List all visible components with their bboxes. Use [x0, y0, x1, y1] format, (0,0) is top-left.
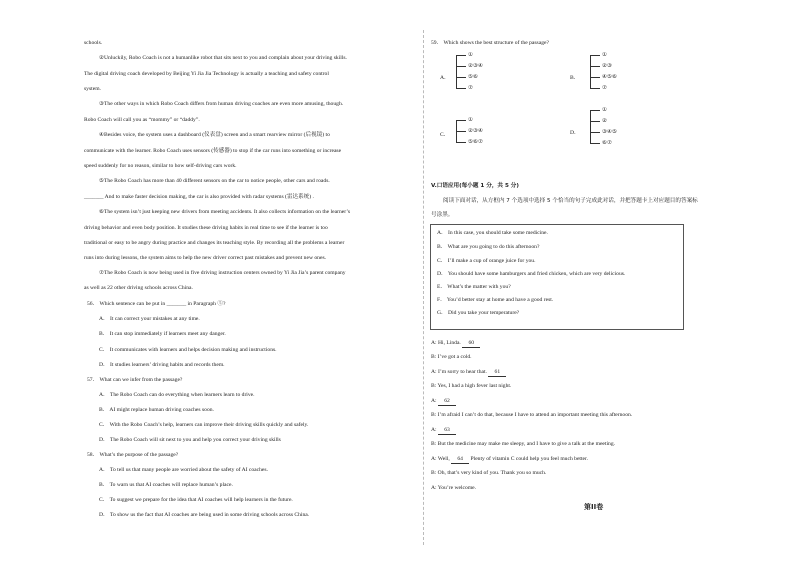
- passage-line: driving behavior and even body position. It studies these driving habits in real time to see if the learner is too: [84, 225, 328, 231]
- passage-line: ⑥The system isn’t just keeping new drivers from meeting accidents. It also collects information on the learner’s: [99, 209, 351, 215]
- passage-line: system.: [84, 86, 101, 92]
- part-two-title: 第II卷: [584, 503, 604, 511]
- structure-item: ①: [602, 52, 608, 58]
- passage-line: communicate with the learner. Robo Coach uses sensors (传感器) to stop if the car runs into something or increase: [84, 148, 342, 154]
- dialog-text: A:: [431, 427, 438, 433]
- structure-item: ①: [468, 52, 474, 58]
- structure-item: ②: [602, 118, 608, 124]
- structure-item: ②③: [602, 63, 613, 69]
- dialog-text: A:: [431, 398, 438, 404]
- structure-item: ⑥⑦: [602, 140, 613, 146]
- question-56-stem: 56． Which sentence can be put in _______ in Paragraph ⑤?: [87, 301, 226, 307]
- section-instructions: 阅读下面对话，从方框内 7 个选项中选择 5 个恰当的句子完成此对话，并把答题卡上对应题目的答案标: [443, 198, 698, 204]
- box-option-a: A． In this case, you should take some medicine.: [437, 230, 548, 236]
- question-57-stem: 57． What can we infer from the passage?: [87, 377, 183, 383]
- structure-item: ⑦: [468, 85, 474, 91]
- structure-item: ④⑤⑥: [602, 74, 618, 80]
- passage-line: traditional or easy to be angry during practice and changes its teaching style. By recording all the problems a learner: [84, 240, 345, 246]
- structure-item: ③④⑤: [602, 129, 618, 135]
- answer-blank[interactable]: 62: [438, 398, 456, 406]
- dialog-line: [431, 340, 480, 348]
- q58-option-d[interactable]: D． To show us the fact that AI coaches are being used in some driving schools across China.: [99, 512, 310, 518]
- q56-option-d[interactable]: D． It studies learners’ driving habits and records them.: [99, 362, 225, 368]
- box-option-f: F． You’d better stay at home and have a good rest.: [437, 297, 554, 303]
- dialog-line: [431, 369, 506, 377]
- option-letter: D．: [570, 130, 580, 136]
- structure-item: ⑤⑥: [468, 74, 479, 80]
- passage-line: _______ And to make faster decision making, the car is also provided with radar systems (雷达系统) .: [84, 194, 314, 200]
- dialog-text: B: I’ve got a cold.: [431, 354, 472, 360]
- structure-item: ①: [602, 107, 608, 113]
- passage-line: The digital driving coach developed by Beijing Yi Jia Jia Technology is actually a teaching and safety control: [84, 71, 329, 77]
- q58-option-b[interactable]: B． To warn us that AI coaches will replace human’s place.: [99, 482, 233, 488]
- section-instructions: 号涂黑。: [431, 212, 454, 218]
- passage-line: schools.: [84, 40, 103, 46]
- answer-blank[interactable]: 63: [438, 427, 456, 435]
- passage-line: runs into during lessons, the system aims to help the new driver correct past mistakes and prevent new ones.: [84, 255, 327, 261]
- passage-line: ③The other ways in which Robo Coach differs from human driving coaches are even more amusing, though.: [99, 101, 344, 107]
- structure-item: ⑦: [602, 85, 608, 91]
- structure-item: ①: [468, 117, 474, 123]
- dialog-text: Plenty of vitamin C could help you feel much better.: [469, 456, 588, 462]
- passage-line: Robo Coach will call you as “mommy” or “daddy”.: [84, 117, 200, 123]
- q58-option-c[interactable]: C． To suggest we prepare for the idea that AI coaches will help learners in the future.: [99, 497, 293, 503]
- option-letter: A．: [440, 75, 450, 81]
- dialog-text: A: You’re welcome.: [431, 485, 477, 491]
- box-option-c: C． I’ll make a cup of orange juice for you.: [437, 258, 536, 264]
- dialog-text: B: But the medicine may make me sleepy, and I have to give a talk at the meeting.: [431, 441, 616, 447]
- dialog-line: [431, 485, 476, 492]
- dialog-text: B: Yes, I had a high fever last night.: [431, 383, 512, 389]
- q57-option-a[interactable]: A． The Robo Coach can do everything when learners learn to drive.: [99, 392, 255, 398]
- question-59-stem: 59． Which shows the best structure of the passage?: [431, 40, 549, 46]
- passage-line: as well as 22 other driving schools across China.: [84, 285, 193, 291]
- dialog-line: [431, 383, 511, 390]
- dialog-text: A: I’m sorry to hear that.: [431, 369, 489, 375]
- question-58-stem: 58． What’s the purpose of the passage?: [87, 452, 179, 458]
- dialog-line: [431, 412, 632, 419]
- passage-line: speed suddenly for no reason, similar to how self-driving cars work.: [84, 163, 237, 169]
- q57-option-b[interactable]: B． AI might replace human driving coaches soon.: [99, 407, 214, 413]
- dialog-line: [431, 427, 456, 435]
- answer-blank[interactable]: 60: [462, 340, 480, 348]
- box-option-e: E． What’s the matter with you?: [437, 284, 511, 290]
- dialog-text: A: Hi, Linda.: [431, 340, 463, 346]
- q56-option-a[interactable]: A． It can correct your mistakes at any time.: [99, 316, 200, 322]
- structure-item: ②③④: [468, 128, 484, 134]
- option-letter: C．: [440, 132, 450, 138]
- passage-line: ④Besides voice, the system uses a dashboard (仪表盘) screen and a smart rearview mirror (后视镜) to: [99, 132, 330, 138]
- structure-item: ⑤⑥⑦: [468, 139, 484, 145]
- box-option-b: B． What are you going to do this afternoon?: [437, 244, 540, 250]
- dialog-line: [431, 398, 456, 406]
- answer-blank[interactable]: 64: [451, 456, 469, 464]
- dialog-text: A: Well,: [431, 456, 452, 462]
- column-divider: [423, 30, 424, 545]
- passage-line: ⑦The Robo Coach is now being used in five driving instruction centers owned by Yi Jia Jia’s parent company: [99, 270, 346, 276]
- q57-option-c[interactable]: C． With the Robo Coach’s help, learners can improve their driving skills quickly and safely.: [99, 422, 309, 428]
- answer-blank[interactable]: 61: [488, 369, 506, 377]
- dialog-line: [431, 456, 588, 464]
- section-title: V.口语应用(每小题 1 分，共 5 分): [431, 183, 519, 189]
- dialog-text: B: I’m afraid I can’t do that, because I have to attend an important meeting this afternoon.: [431, 412, 633, 418]
- q56-option-c[interactable]: C． It communicates with learners and helps decision making and instructions.: [99, 347, 277, 353]
- q57-option-d[interactable]: D． The Robo Coach will sit next to you and help you correct your driving skills: [99, 437, 281, 443]
- option-letter: B．: [570, 75, 580, 81]
- passage-line: ⑤The Robo Coach has more than 40 different sensors on the car to notice people, other cars and roads.: [99, 178, 330, 184]
- dialog-text: B: Oh, that’s very kind of you. Thank you so much.: [431, 470, 547, 476]
- box-option-d: D． You should have some hamburgers and fried chicken, which are very delicious.: [437, 271, 626, 277]
- q58-option-a[interactable]: A． To tell us that many people are worried about the safety of AI coaches.: [99, 467, 268, 473]
- passage-line: ②Unluckily, Robo Coach is not a humanlike robot that sits next to you and complain about your driving skills.: [99, 55, 347, 61]
- q56-option-b[interactable]: B． It can stop immediately if learners meet any danger.: [99, 331, 226, 337]
- dialog-line: [431, 354, 472, 361]
- dialog-line: [431, 441, 615, 448]
- box-option-g: G． Did you take your temperature?: [437, 310, 520, 316]
- dialog-line: [431, 470, 546, 477]
- structure-item: ②③④: [468, 63, 484, 69]
